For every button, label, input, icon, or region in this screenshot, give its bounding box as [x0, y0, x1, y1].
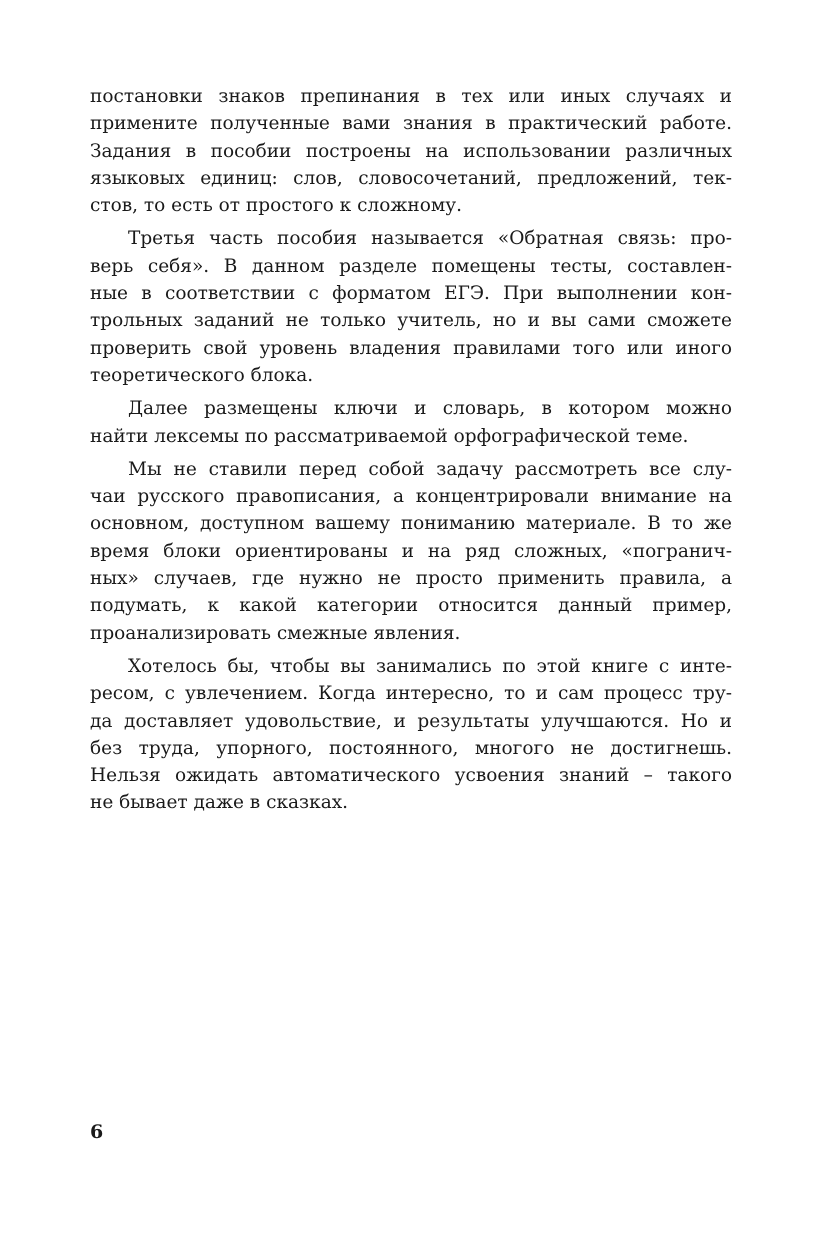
- paragraph-5: [90, 653, 732, 817]
- text-line: время блоки ориентированы и на ряд сложных, «погранич-: [90, 540, 732, 562]
- text-line: языковых единиц: слов, словосочетаний, предложений, тек-: [90, 167, 732, 189]
- text-line: найти лексемы по рассматриваемой орфографической теме.: [90, 425, 689, 447]
- paragraph-2: [90, 225, 732, 389]
- text-line: Хотелось бы, чтобы вы занимались по этой книге с инте-: [128, 655, 732, 677]
- text-line: стов, то есть от простого к сложному.: [90, 195, 463, 217]
- text-line: проанализировать смежные явления.: [90, 622, 461, 644]
- text-line: Далее размещены ключи и словарь, в котором можно: [128, 398, 732, 420]
- text-line: верь себя». В данном разделе помещены тесты, составлен-: [90, 255, 732, 277]
- text-line: да доставляет удовольствие, и результаты улучшаются. Но и: [90, 710, 732, 732]
- page-number: 6: [90, 1121, 104, 1143]
- text-line: проверить свой уровень владения правилами того или иного: [90, 337, 732, 359]
- text-line: Мы не ставили перед собой задачу рассмотреть все слу-: [128, 458, 732, 480]
- text-line: теоретического блока.: [90, 364, 314, 386]
- text-line: без труда, упорного, постоянного, многого не достигнешь.: [90, 737, 732, 759]
- text-line: Третья часть пособия называется «Обратная связь: про-: [128, 228, 732, 250]
- text-line: ные в соответствии с форматом ЕГЭ. При выполнении кон-: [90, 283, 732, 305]
- text-line: постановки знаков препинания в тех или иных случаях и: [90, 86, 732, 107]
- paragraph-1: [90, 83, 732, 219]
- text-line: подумать, к какой категории относится данный пример,: [90, 595, 732, 617]
- text-line: Задания в пособии построены на использовании различных: [90, 140, 732, 162]
- paragraph-3: [90, 395, 732, 450]
- text-line: не бывает даже в сказках.: [90, 792, 349, 814]
- text-line: ресом, с увлечением. Когда интересно, то и сам процесс тру-: [90, 683, 732, 705]
- text-line: ных» случаев, где нужно не просто применить правила, а: [90, 568, 732, 590]
- text-line: основном, доступном вашему пониманию материале. В то же: [90, 513, 732, 535]
- page-body: [90, 83, 732, 823]
- text-line: Нельзя ожидать автоматического усвоения знаний – такого: [90, 765, 732, 787]
- paragraph-4: [90, 456, 732, 647]
- text-line: чаи русского правописания, а концентрировали внимание на: [90, 486, 732, 508]
- text-line: примените полученные вами знания в практический работе.: [90, 113, 732, 135]
- text-line: трольных заданий не только учитель, но и вы сами сможете: [90, 310, 732, 332]
